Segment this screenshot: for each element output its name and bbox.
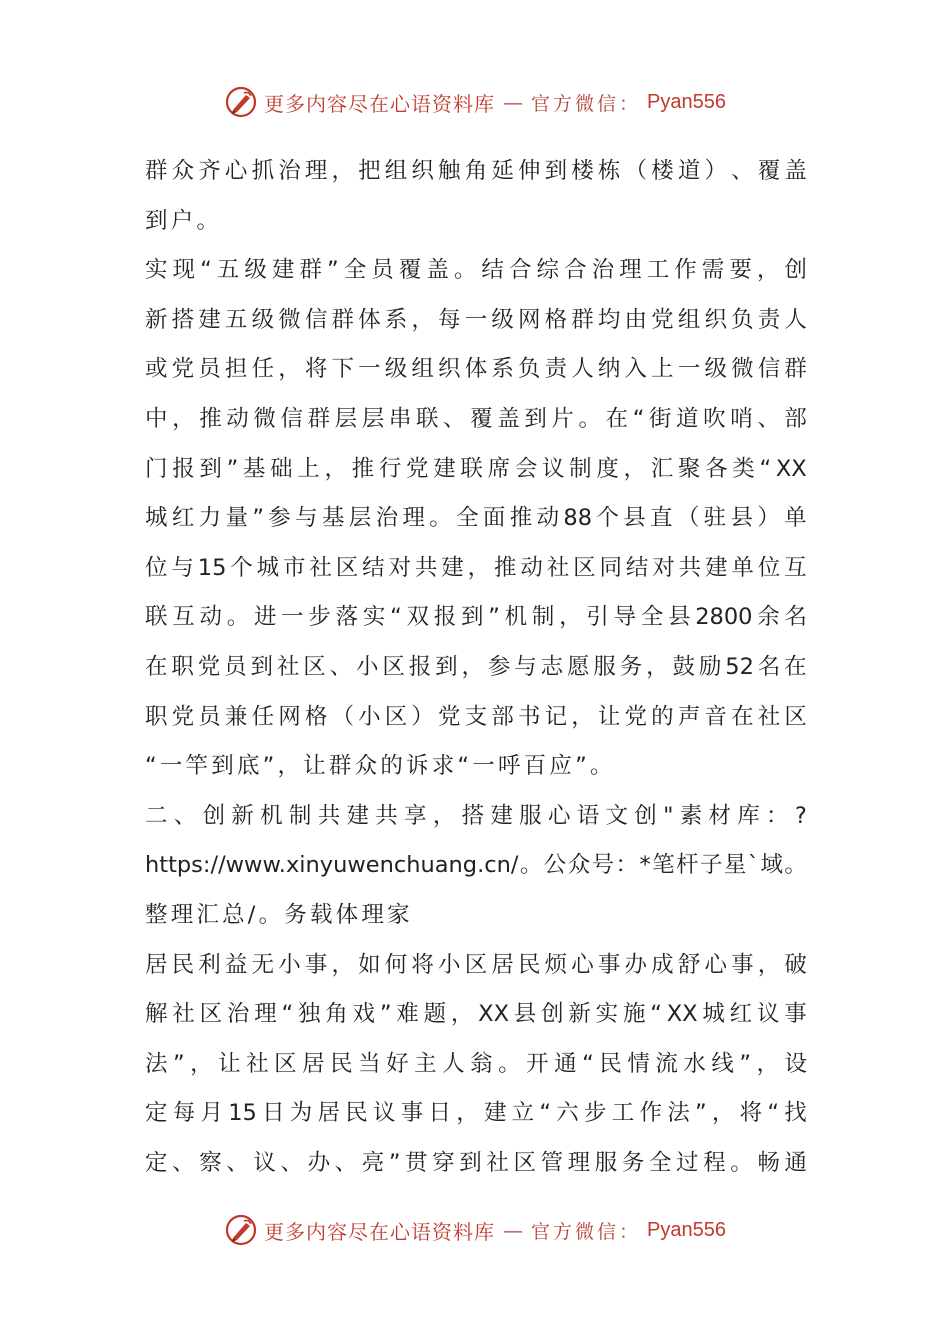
text-line: 新 搭 建 五 级 微 信 群 体 系 ， 每 一 级 网 格 群 均 由 党 组 织 负 责 人 [145,306,807,333]
text-line: 二 、 创 新 机 制 共 建 共 享 ， 搭 建 服 心 语 文 创 " 素 材 库 ： ? [145,802,807,829]
text-line: 门 报 到 ” 基 础 上 ， 推 行 党 建 联 席 会 议 制 度 ， 汇 聚 各 类 “ XX [145,455,807,482]
text-line: 位 与 15 个 城 市 社 区 结 对 共 建 ， 推 动 社 区 同 结 对 共 建 单 位 互 [145,554,807,581]
banner-wechat-label: 官方微信： [531,92,642,115]
text-line: 实 现 “ 五 级 建 群 ” 全 员 覆 盖 。 结 合 综 合 治 理 工 作 需 要 ， 创 [145,257,807,284]
header-watermark-banner [0,82,950,122]
footer-banner-title: 更多内容尽在心语资料库 [264,1219,495,1244]
text-line: 城 红 力 量 ” 参 与 基 层 治 理 。 全 面 推 动 88 个 县 直 （ 驻 县 ） 单 [145,505,807,532]
footer-watermark-banner [0,1210,950,1250]
footer-banner-wechat-id: Pyan556 [647,1218,726,1241]
text-line: 或 党 员 担 任 ， 将 下 一 级 组 织 体 系 负 责 人 纳 入 上 一 级 微 信 群 [145,356,807,383]
banner-wechat-id: Pyan556 [647,90,726,113]
text-line: 法 ” ， 让 社 区 居 民 当 好 主 人 翁 。 开 通 “ 民 情 流 水 线 ” ， 设 [145,1050,807,1077]
text-line: 整理汇总/。务载体理家 [145,901,413,928]
pen-logo-icon [224,85,258,119]
document-body [145,147,807,1188]
text-line: 群 众 齐 心 抓 治 理 ， 把 组 织 触 角 延 伸 到 楼 栋 （ 楼 道 ） 、 覆 盖 [145,158,807,184]
text-line: 解 社 区 治 理 “ 独 角 戏 ” 难 题 ， XX 县 创 新 实 施 “ XX 城 红 议 事 [145,1001,807,1028]
text-line: 定 每 月 15 日 为 居 民 议 事 日 ， 建 立 “ 六 步 工 作 法 ” ， 将 “ 找 [145,1100,807,1127]
pen-logo-icon [224,1213,258,1247]
text-line: 职 党 员 兼 任 网 格 （ 小 区 ） 党 支 部 书 记 ， 让 党 的 声 音 在 社 区 [145,703,807,730]
text-line: 居 民 利 益 无 小 事 ， 如 何 将 小 区 居 民 烦 心 事 办 成 舒 心 事 ， 破 [145,951,807,978]
text-line: “一竿到底”，让群众的诉求“一呼百应”。 [145,753,616,780]
text-line: 联 互 动 。 进 一 步 落 实 “ 双 报 到 ” 机 制 ， 引 导 全 县 2800 余 名 [145,604,807,631]
banner-title: 更多内容尽在心语资料库 [264,91,495,116]
text-line: 在 职 党 员 到 社 区 、 小 区 报 到 ， 参 与 志 愿 服 务 ， 鼓 励 52 名 在 [145,653,807,680]
footer-banner-dash: — [503,1218,523,1242]
banner-dash: — [503,90,523,114]
text-line: 中 ， 推 动 微 信 群 层 层 串 联 、 覆 盖 到 片 。 在 “ 街 道 吹 哨 、 部 [145,405,807,432]
text-line: 定 、 察 、 议 、 办 、 亮 ” 贯 穿 到 社 区 管 理 服 务 全 过 程 。 畅 通 [145,1149,807,1176]
text-line: 到户。 [145,207,223,234]
footer-banner-wechat-label: 官方微信： [531,1220,642,1243]
text-line: https://www.xinyuwenchuang.cn/ 。 公 众 号 ： * 笔 杆 子 星 ` 域 。 [145,852,807,879]
